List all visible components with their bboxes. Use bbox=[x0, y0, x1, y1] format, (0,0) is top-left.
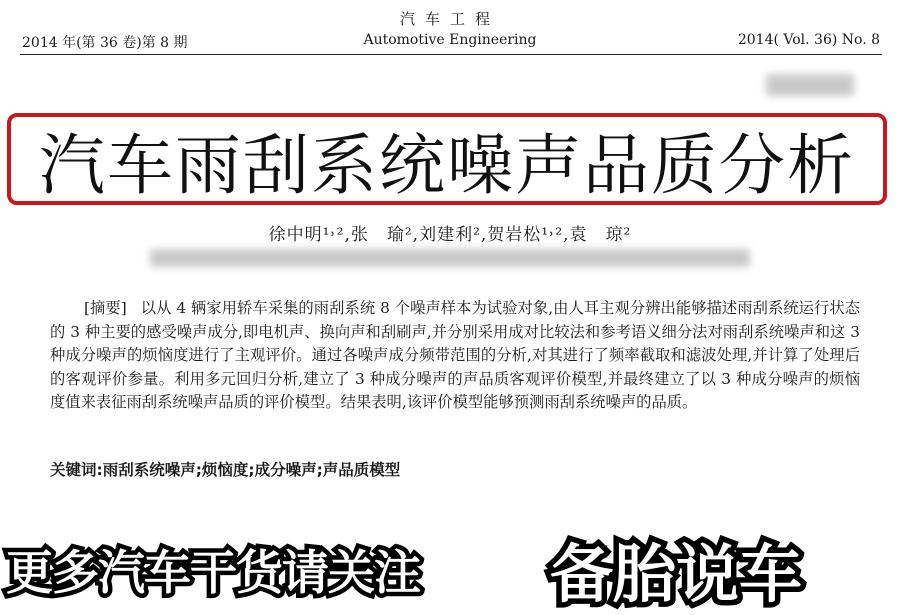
redacted-article-id bbox=[766, 74, 854, 96]
title-highlight-box bbox=[7, 113, 887, 205]
abstract-paragraph bbox=[50, 297, 860, 415]
issue-info-en: 2014( Vol. 36) No. 8 bbox=[737, 32, 880, 48]
article-title: 汽车雨刮系统噪声品质分析 bbox=[39, 126, 855, 204]
journal-name-en: Automotive Engineering bbox=[363, 32, 537, 48]
abstract-label: [摘要] bbox=[84, 299, 127, 317]
issue-info-cn: 2014 年(第 36 卷)第 8 期 bbox=[22, 35, 188, 51]
promo-banner bbox=[0, 520, 900, 611]
promo-channel-name: 备胎说车 bbox=[550, 538, 802, 611]
author-list: 徐中明¹˒²,张 瑜²,刘建利²,贺岩松¹˒²,袁 琼² bbox=[268, 225, 632, 245]
keywords-line: 关键词:雨刮系统噪声;烦恼度;成分噪声;声品质模型 bbox=[50, 461, 401, 479]
journal-name-cn: 汽车工程 bbox=[399, 10, 500, 28]
abstract-text: 以从 4 辆家用轿车采集的雨刮系统 8 个噪声样本为试验对象,由人耳主观分辨出能够描述雨刮系统运行状态的 3 种主要的感受噪声成分,即电机声、换向声和刮刷声,并分别采用成对比较法和参考语义细分法对雨刮系统噪声和这 3 种成分噪声的烦恼度进行了主观评价。通过各噪声成分频带范围的分析,对其进行了频率截取和滤波处理,并计算了处理后的客观评价参量。利用多元回归分析,建立了 3 种成分噪声的声品质客观评价模型,并最终建立了以 3 种成分噪声的烦恼度值来表征雨刮系统噪声品质的评价模型。结果表明,该评价模型能够预测雨刮系统噪声的品质。 bbox=[50, 299, 861, 411]
promo-follow-text: 更多汽车干货请关注 bbox=[6, 546, 420, 601]
header-divider bbox=[20, 54, 882, 55]
redacted-affiliations bbox=[150, 249, 750, 267]
